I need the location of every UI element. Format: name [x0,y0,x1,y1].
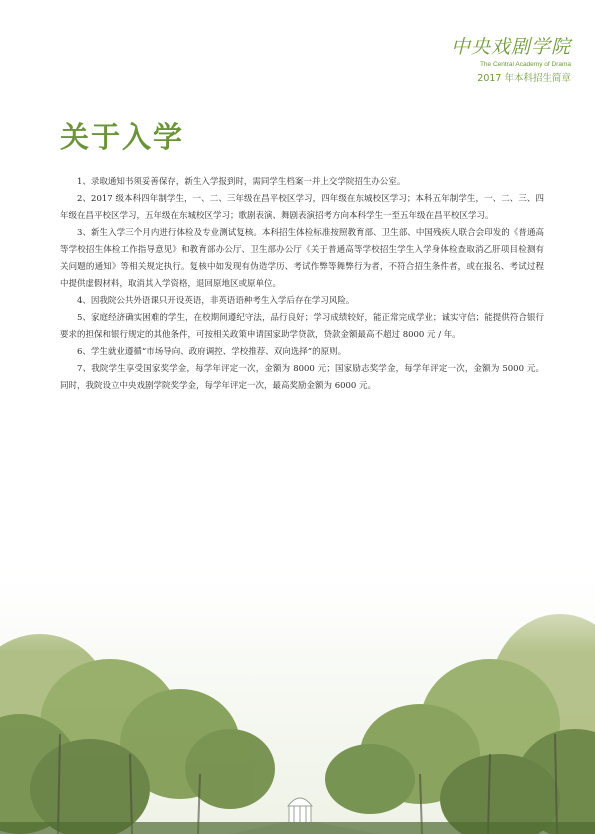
page-title: 关于入学 [60,120,185,154]
paragraph-2: 2、2017 级本科四年制学生，一、二、三年级在昌平校区学习，四年级在东城校区学习；本科五年制学生，一、二、三、四年级在昌平校区学习，五年级在东城校区学习；歌剧表演、舞剧表演招考方向本科学生一至五年级在昌平校区学习。 [60,194,544,221]
paragraph-4: 4、因我院公共外语课只开设英语，非英语语种考生入学后存在学习风险。 [77,296,355,306]
admission-notes [60,174,544,395]
paragraph-3: 3、新生入学三个月内进行体检及专业测试复核。本科招生体检标准按照教育部、卫生部、中国残疾人联合会印发的《普通高等学校招生体检工作指导意见》和教育部办公厅、卫生部办公厅《关于普通高等学校招生学生入学身体检查取消乙肝项目检测有关问题的通知》等相关规定执行。复核中如发现有伪造学历、考试作弊等舞弊行为者，不符合招生条件者，或在报名、考试过程中提供虚假材料，取消其入学资格，退回原地区或原单位。 [60,228,544,289]
academy-logo-english: The Central Academy of Drama [479,61,571,68]
campus-scenery-image [0,554,595,834]
paragraph-7: 7、我院学生享受国家奖学金，每学年评定一次，金额为 8000 元；国家励志奖学金，每学年评定一次，金额为 5000 元。同时，我院设立中央戏剧学院奖学金，每学年评定一次，最高奖励金额为 6000 元。 [60,364,544,391]
brochure-subtitle: 2017 年本科招生简章 [477,73,571,84]
paragraph-5: 5、家庭经济确实困难的学生，在校期间遵纪守法，品行良好；学习成绩较好，能正常完成学业；诚实守信；能提供符合银行要求的担保和银行规定的其他条件，可按相关政策申请国家助学贷款，贷款金额最高不超过 8000 元 / 年。 [60,313,544,340]
header [371,36,571,86]
paragraph-6: 6、学生就业遵循“市场导向、政府调控、学校推荐、双向选择”的原则。 [77,347,347,357]
academy-logo: 中央戏剧学院 [450,36,571,58]
paragraph-1: 1、录取通知书须妥善保存，新生入学报到时，需同学生档案一并上交学院招生办公室。 [77,177,406,187]
